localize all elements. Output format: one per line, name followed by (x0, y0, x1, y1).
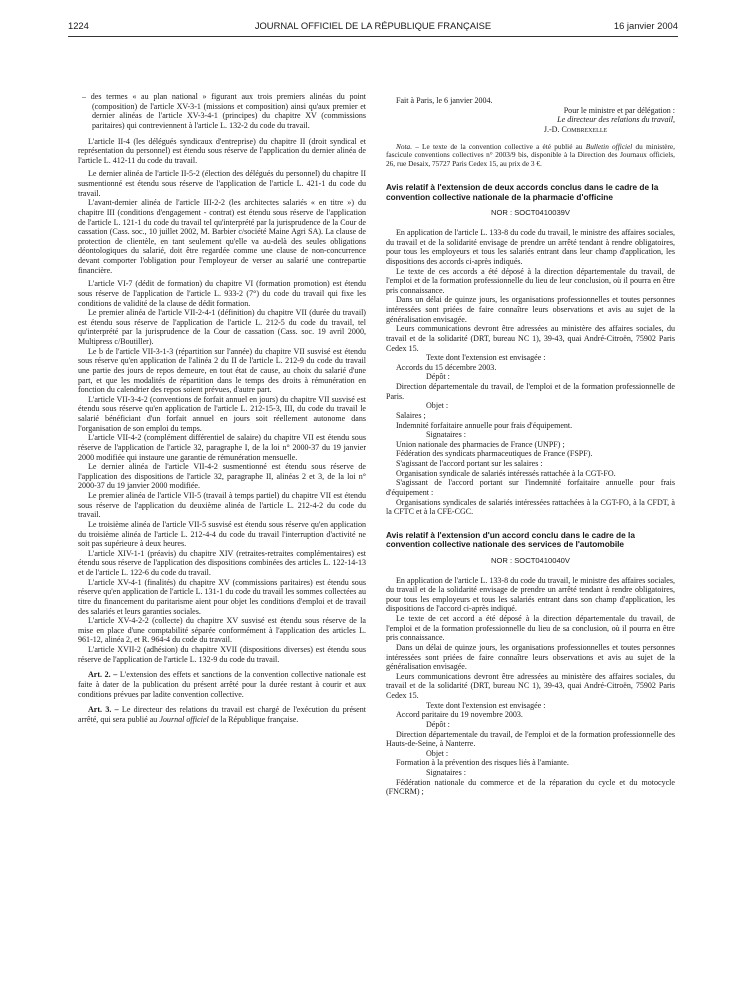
nota (386, 143, 675, 170)
article-3 (78, 705, 366, 724)
delegation-line: Pour le ministre et par délégation : (563, 105, 675, 115)
signataire: Fédération nationale du commerce et de la réparation du cycle et du motocycle (FNCRM) ; (386, 777, 675, 797)
article-3-text: Le directeur des relations du travail est chargé de l'exécution du présent arrêté, qui sera publié au (78, 705, 366, 724)
paragraph: En application de l'article L. 133-8 du code du travail, le ministre des affaires sociales, du travail et de la solidarité envisage de prendre un arrêté tendant à rendre obligatoires, pour tous les employeurs et tous les salariés entrant dans leur champ d'application, les dispositions des accords ci-après indiqués. (386, 228, 675, 266)
article-3-text-end: de la République française. (208, 714, 299, 724)
article-2 (78, 670, 366, 699)
paragraph: Le dernier alinéa de l'article VII-4-2 susmentionné est étendu sous réserve de l'application des dispositions de l'article 32, paragraphe II, alinéas 2 et 3, de la loi n° 2000-37 du 19 janvier 2000 modifiée. (78, 462, 366, 491)
article-2-label: Art. 2. – (88, 670, 118, 680)
paragraph: Le dernier alinéa de l'article II-5-2 (élection des délégués du personnel) du chapitre II susmentionné est étendu sous réserve de l'application de l'article L. 421-1 du code du travail. (78, 169, 366, 198)
paragraph: Le texte de cet accord a été déposé à la direction départementale du travail, de l'emploi et de la formation professionnelle du lieu de sa conclusion, où il pourra en être pris connaissance. (386, 614, 675, 643)
paragraph: Leurs communications devront être adressées au ministère des affaires sociales, du travail et de la solidarité (DRT, bureau NC 1), 39-43, quai André-Citroën, 75902 Paris Cedex 15. (386, 324, 675, 353)
depot-text: Direction départementale du travail, de l'emploi et de la formation professionnelle de Paris. (386, 382, 675, 401)
page-number: 1224 (68, 20, 89, 31)
depot-text: Direction départementale du travail, de l'emploi et de la formation professionnelle des Hauts-de-Seine, à Nanterre. (386, 729, 675, 749)
paragraph: L'article VII-4-2 (complément différentiel de salaire) du chapitre VII est étendu sous réserve de l'application de l'article 32, paragraphe I, de la loi n° 2000-37 du 19 janvier 2000 modifiée qui instaure une garantie de rémunération mensuelle. (78, 433, 366, 462)
objet-label: Objet : (426, 748, 449, 758)
left-column (78, 92, 366, 724)
avis-2-nor: NOR : SOCT0410040V (491, 555, 570, 565)
issue-date: 16 janvier 2004 (613, 20, 678, 31)
paragraph: L'article XVII-2 (adhésion) du chapitre XVII (dispositions diverses) est étendu sous réserve de l'application de l'article L. 132-9 du code du travail. (78, 645, 366, 664)
paragraph: En application de l'article L. 133-8 du code du travail, le ministre des affaires sociales, du travail et de la solidarité envisage de prendre un arrêté tendant à rendre obligatoires, pour tous les employeurs et tous les salariés entrant dans son champ d'application, les dispositions de l'accord ci-après indiqué. (386, 575, 675, 614)
objet-label: Objet : (426, 401, 449, 411)
adhesion-text: Organisation syndicale de salariés intéressés rattachée à la CGT-FO. (396, 468, 616, 478)
nota-text: – Le texte de la convention collective a été publié au (412, 141, 586, 151)
paragraph: – des termes « au plan national » figurant aux trois premiers alinéas du point (composition) de l'article XV-3-1 (missions et composition) ainsi qu'aux premier et dernier alinéas de l'article XV-3-4-1 (principes) du chapitre XV (commissions paritaires) qui contreviennent à l'article L. 132-2 du code du travail. (82, 92, 366, 130)
page-header (68, 20, 678, 34)
article-3-journal: Journal officiel (159, 714, 209, 724)
paragraph: Le troisième alinéa de l'article VII-5 susvisé est étendu sous réserve qu'en application du troisième alinéa de l'article L. 212-4-4 du code du travail l'interruption d'activité ne soit pas supérieure à deux heures. (78, 519, 366, 549)
objet-item: Formation à la prévention des risques liés à l'amiante. (396, 758, 569, 768)
avis-1-title: Avis relatif à l'extension de deux accords conclus dans le cadre de la convention collective nationale de la pharmacie d'officine (386, 182, 659, 202)
adhesion-label: S'agissant de l'accord portant sur les salaires : (396, 459, 543, 469)
accord-date: Accords du 15 décembre 2003. (396, 362, 497, 372)
signataire: Union nationale des pharmacies de France (UNPF) ; (396, 439, 565, 449)
article-3-label: Art. 3. – (88, 705, 119, 715)
paragraph: Dans un délai de quinze jours, les organisations professionnelles et toutes personnes intéressées sont priées de faire connaître leurs observations et avis au sujet de la généralisation envisagée. (386, 295, 675, 324)
accord-date: Accord paritaire du 19 novembre 2003. (396, 710, 523, 720)
avis-1-nor: NOR : SOCT0410039V (491, 208, 570, 218)
paragraph: L'article VI-7 (dédit de formation) du chapitre VI (formation promotion) est étendu sous réserve de l'application de l'article L. 933-2 (7°) du code du travail qui fixe les conditions de validité de la clause de dédit formation. (78, 279, 366, 308)
director-title: Le directeur des relations du travail, (557, 115, 675, 125)
header-rule (68, 36, 678, 37)
fait-line: Fait à Paris, le 6 janvier 2004. (396, 96, 493, 105)
paragraph: Leurs communications devront être adressées au ministère des affaires sociales, du travail et de la solidarité (DRT, bureau NC 1), 39-43, quai André-Citroën, 75902 Paris Cedex 15. (386, 671, 675, 701)
nota-label: Nota. (396, 141, 413, 151)
signature-name: J.-D. Combrexelle (543, 124, 608, 134)
paragraph: L'article VII-3-4-2 (conventions de forfait annuel en jours) du chapitre VII susvisé est étendu sous réserve qu'en application de l'article L. 212-15-3, III, du code du travail le salarié bénéficiant d'un forfait annuel en jours soit réellement autonome dans l'organisation de son emploi du temps. (78, 394, 366, 433)
paragraph: Dans un délai de quinze jours, les organisations professionnelles et toutes personnes intéressées sont priées de faire connaître leurs observations et avis au sujet de la généralisation envisagée. (386, 642, 675, 672)
objet-item: Indemnité forfaitaire annuelle pour frais d'équipement. (396, 420, 573, 430)
paragraph: L'article XV-4-1 (finalités) du chapitre XV (commissions paritaires) est étendu sous réserve qu'en application de l'article L. 131-1 du code du travail les sommes collectées au titre du financement du paritarisme aient pour objet les conditions d'emploi et de travail des salariés et leurs garanties sociales. (78, 577, 366, 616)
paragraph: L'article XV-4-2-2 (collecte) du chapitre XV susvisé est étendu sous réserve de la mise en place d'une comptabilité séparée conformément à l'application des articles L. 961-12, alinéa 2, et R. 964-4 du code du travail. (78, 616, 366, 645)
avis-2-title: Avis relatif à l'extension d'un accord conclu dans le cadre de la convention collective nationale des services de l'automobile (386, 529, 635, 550)
nota-bulletin: Bulletin officiel (585, 141, 633, 151)
paragraph: L'article II-4 (les délégués syndicaux d'entreprise) du chapitre II (droit syndical et représentation du personnel) est étendu sous réserve de l'application du dernier alinéa de l'article L. 412-11 du code du travail. (78, 136, 366, 165)
right-column (386, 96, 675, 797)
paragraph: L'avant-dernier alinéa de l'article III-2-2 (les architectes salariés « en titre ») du chapitre III (conditions d'engagement - contrat) est étendu sous réserve de l'application de l'article L. 121-1 du code du travail tel qu'interprété par la jurisprudence de la Cour de cassation (Cass. soc., 10 juillet 2002, M. Barbier c/société Maine Agri SA). La clause de protection de clientèle, en tant seulement qu'elle va au-delà des seules obligations déontologiques du salarié, doit être regardée comme une clause de non-concurrence devant comporter l'obligation pour l'employeur de verser au salarié une contrepartie financière. (78, 198, 366, 275)
paragraph: L'article XIV-1-1 (préavis) du chapitre XIV (retraites-retraites complémentaires) est étendu sous réserve de l'application des dispositions combinées des articles L. 122-14-13 et de l'article L. 122-6 du code du travail. (78, 548, 366, 577)
nota-text-end: du ministère, fascicule conventions collectives n° 2003/9 bis, disponible à la Direction des Journaux officiels, 26, rue Desaix, 75727 Paris Cedex 15, au prix de 3 €. (386, 141, 675, 169)
depot-label: Dépôt : (426, 372, 450, 382)
signataire: Fédération des syndicats pharmaceutiques de France (FSPF). (396, 449, 593, 459)
paragraph: Le texte de ces accords a été déposé à la direction départementale du travail, de l'emploi et de la formation professionnelle du lieu de leur conclusion, où il pourra en être pris connaissance. (386, 266, 675, 295)
texte-label: Texte dont l'extension est envisagée : (426, 700, 546, 710)
paragraph: Le premier alinéa de l'article VII-5 (travail à temps partiel) du chapitre VII est étendu sous réserve de l'application du deuxième alinéa de l'article L. 212-4-2 du code du travail. (78, 491, 366, 520)
article-2-text: L'extension des effets et sanctions de la convention collective nationale est faite à dater de la publication du présent arrêté pour la durée restant à courir et aux conditions prévues par ladite convention collective. (78, 670, 367, 699)
paragraph: Le b de l'article VII-3-1-3 (répartition sur l'année) du chapitre VII susvisé est étendu sous réserve qu'en application de l'alinéa 2 du II de l'article L. 212-9 du code du travail une partie des jours de repos demeure, en tout état de cause, au choix du salarié d'une part, et que les modalités de répartition dans le temps des droits à rémunération en fonction du calendrier des repos soient prévues, d'autre part. (78, 346, 366, 395)
paragraph: Le premier alinéa de l'article VII-2-4-1 (définition) du chapitre VII (durée du travail) est étendu sous réserve de l'application de l'article L. 212-5 du code du travail, tel qu'interprété par la jurisprudence de la Cour de cassation (Cass. soc. 19 avril 2000, Multipress c/Boutiller). (78, 308, 366, 346)
texte-label: Texte dont l'extension est envisagée : (426, 353, 546, 363)
adhesion-label: S'agissant de l'accord portant sur l'indemnité forfaitaire annuelle pour frais d'équipement : (386, 478, 675, 497)
journal-title: JOURNAL OFFICIEL DE LA RÉPUBLIQUE FRANÇAISE (254, 20, 492, 31)
signataires-label: Signataires : (426, 768, 467, 778)
depot-label: Dépôt : (426, 719, 450, 729)
adhesion-text: Organisations syndicales de salariés intéressées rattachées à la CGT-FO, à la CFDT, à la CFTC et à la CFE-CGC. (386, 497, 675, 517)
signataires-label: Signataires : (426, 430, 467, 440)
objet-item: Salaires ; (396, 410, 426, 420)
